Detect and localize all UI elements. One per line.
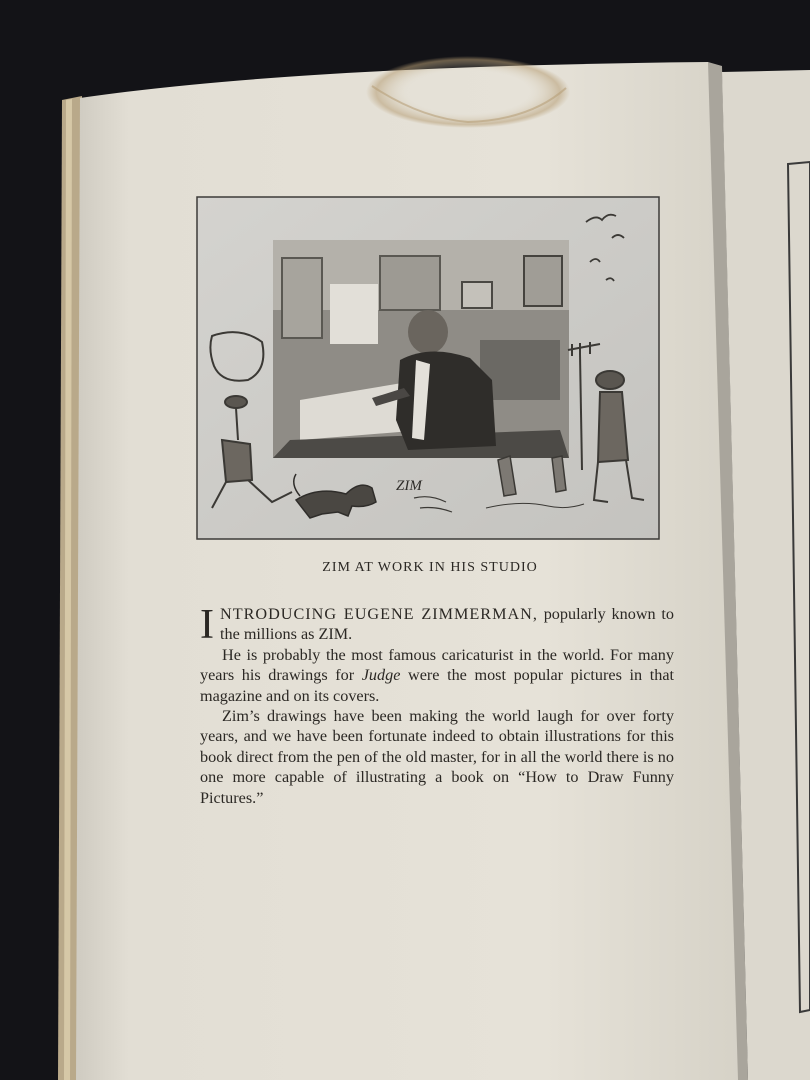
intro-rest: popularly known to the millions as ZIM. xyxy=(220,605,674,644)
intro-paragraph-1 xyxy=(200,602,674,648)
intro-text xyxy=(200,604,674,808)
intro-paragraph-2 xyxy=(200,645,674,706)
studio-photo xyxy=(273,240,569,458)
drop-cap: I xyxy=(200,602,214,648)
intro-lead: NTRODUCING EUGENE ZIMMERMAN, xyxy=(220,605,538,623)
intro-paragraph-3: Zim’s drawings have been making the world laugh for over forty years, and we have been fortunate indeed to obtain illustrations for this book direct from the pen of the old master, for in all the world there is no one more capable of illustrating a book on “How to Draw Funny Pictures.” xyxy=(200,707,674,807)
zim-signature: ZIM xyxy=(396,478,422,494)
illustrated-photo xyxy=(197,197,659,539)
photo-caption: ZIM AT WORK IN HIS STUDIO xyxy=(322,560,538,575)
p2-end: were the most popular pictures in that magazine and on its covers. xyxy=(200,666,675,705)
judge-title: Judge xyxy=(361,666,401,685)
stain-mark xyxy=(366,56,570,128)
p2-start: He is probably the most famous caricaturist in the world. For many years his drawings for xyxy=(200,645,674,685)
